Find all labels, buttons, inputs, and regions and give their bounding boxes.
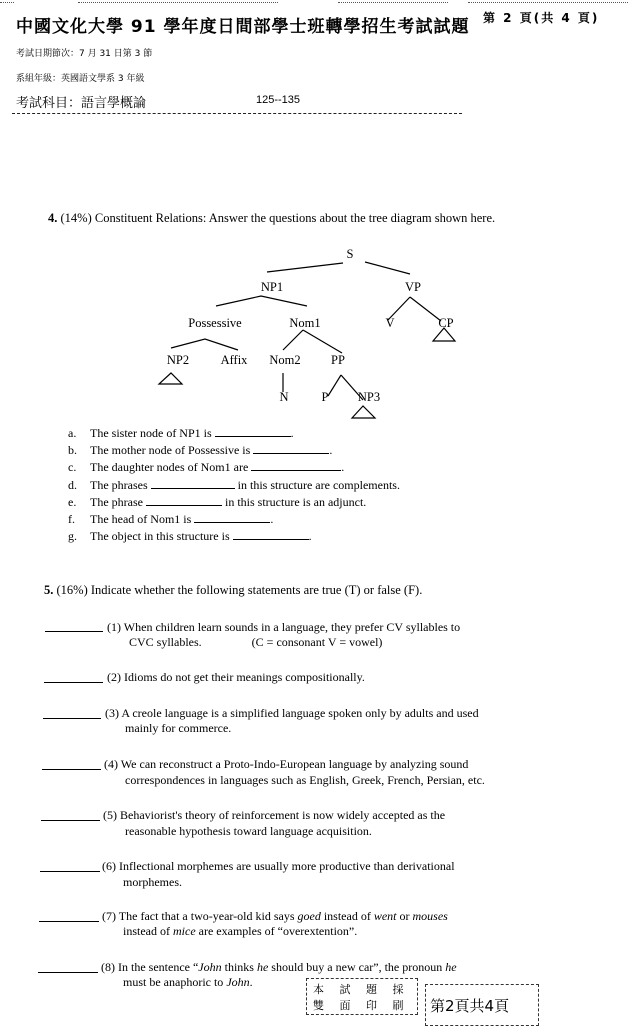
answer-blank-d[interactable] — [151, 478, 235, 489]
node-Nom2: Nom2 — [269, 353, 301, 367]
node-VP: VP — [405, 280, 421, 294]
question-5-heading — [44, 583, 422, 598]
question-text: (14%) Constituent Relations: Answer the questions about the tree diagram shown here. — [60, 211, 496, 225]
exam-title: 中國文化大學 91 學年度日間部學士班轉學招生考試試題 — [16, 17, 470, 37]
node-Affix: Affix — [220, 353, 248, 367]
node-Nom1: Nom1 — [289, 316, 321, 330]
tf-answer-blank-1[interactable] — [45, 631, 103, 632]
page-indicator: 第 2 頁(共 4 頁) — [483, 11, 600, 25]
statement-4: (4) We can reconstruct a Proto-Indo-European language by analyzing sound — [104, 757, 469, 771]
q4-item-a: a. The sister node of NP1 is . — [68, 426, 294, 440]
node-PP: PP — [331, 353, 345, 367]
tf-answer-blank-7[interactable] — [39, 921, 99, 922]
answer-blank-e[interactable] — [146, 495, 222, 506]
answer-blank-b[interactable] — [253, 443, 329, 454]
node-S: S — [346, 247, 354, 261]
statement-3-cont: mainly for commerce. — [125, 721, 232, 735]
q4-item-b: b. The mother node of Possessive is . — [68, 443, 333, 457]
statement-1-cont: CVC syllables. (C = consonant V = vowel) — [129, 635, 383, 649]
answer-blank-g[interactable] — [233, 529, 309, 540]
node-NP2: NP2 — [166, 353, 190, 367]
node-NP1: NP1 — [260, 280, 284, 294]
q4-item-g: g. The object in this structure is . — [68, 529, 312, 543]
q4-item-f: f. The head of Nom1 is . — [68, 512, 274, 526]
statement-5-cont: reasonable hypothesis toward language acquisition. — [125, 824, 372, 838]
statement-1: (1) When children learn sounds in a language, they prefer CV syllables to — [107, 620, 461, 634]
page-count-stamp: 第2頁共4頁 — [425, 984, 539, 1026]
q4-item-e: e. The phrase in this structure is an adjunct. — [68, 495, 367, 509]
tf-answer-blank-4[interactable] — [42, 769, 101, 770]
subject-code: 125--135 — [256, 94, 301, 106]
exam-time: 考試日期節次：7 月 31 日第 3 節 — [16, 49, 153, 59]
answer-blank-a[interactable] — [215, 426, 291, 437]
node-V: V — [385, 316, 395, 330]
q4-item-d: d. The phrases in this structure are complements. — [68, 478, 400, 492]
statement-4-cont: correspondences in languages such as English, Greek, French, Persian, etc. — [125, 773, 485, 787]
node-Possessive: Possessive — [188, 316, 242, 330]
statement-7: (7) The fact that a two-year-old kid says goed instead of went or mouses — [102, 909, 448, 923]
statement-7-cont: instead of mice are examples of “overextention”. — [123, 924, 358, 938]
node-N: N — [279, 390, 289, 404]
statement-5: (5) Behaviorist's theory of reinforcement is now widely accepted as the — [103, 808, 446, 822]
statement-6: (6) Inflectional morphemes are usually more productive than derivational — [102, 859, 455, 873]
statement-6-cont: morphemes. — [123, 875, 182, 889]
tf-answer-blank-8[interactable] — [38, 972, 98, 973]
node-NP3: NP3 — [357, 390, 381, 404]
tf-answer-blank-2[interactable] — [44, 682, 103, 683]
statement-3: (3) A creole language is a simplified language spoken only by adults and used — [105, 706, 479, 720]
question-text: (16%) Indicate whether the following statements are true (T) or false (F). — [56, 583, 423, 597]
node-CP: CP — [438, 316, 454, 330]
department: 系組年級：英國語文學系 3 年級 — [16, 74, 145, 84]
double-sided-stamp: 本 試 題 採 雙 面 印 刷 — [306, 978, 418, 1015]
tf-answer-blank-3[interactable] — [43, 718, 101, 719]
node-P: P — [321, 390, 329, 404]
statement-8: (8) In the sentence “John thinks he should buy a new car”, the pronoun he — [101, 960, 457, 974]
statement-2: (2) Idioms do not get their meanings compositionally. — [107, 670, 365, 684]
statement-8-cont: must be anaphoric to John. — [123, 975, 253, 989]
tf-answer-blank-5[interactable] — [41, 820, 100, 821]
question-number: 5. — [44, 583, 54, 597]
tf-answer-blank-6[interactable] — [40, 871, 100, 872]
answer-blank-f[interactable] — [194, 512, 270, 523]
q4-item-c: c. The daughter nodes of Nom1 are . — [68, 460, 345, 474]
exam-subject: 考試科目：語言學概論 — [16, 96, 147, 111]
answer-blank-c[interactable] — [251, 460, 341, 471]
question-number: 4. — [48, 211, 58, 225]
